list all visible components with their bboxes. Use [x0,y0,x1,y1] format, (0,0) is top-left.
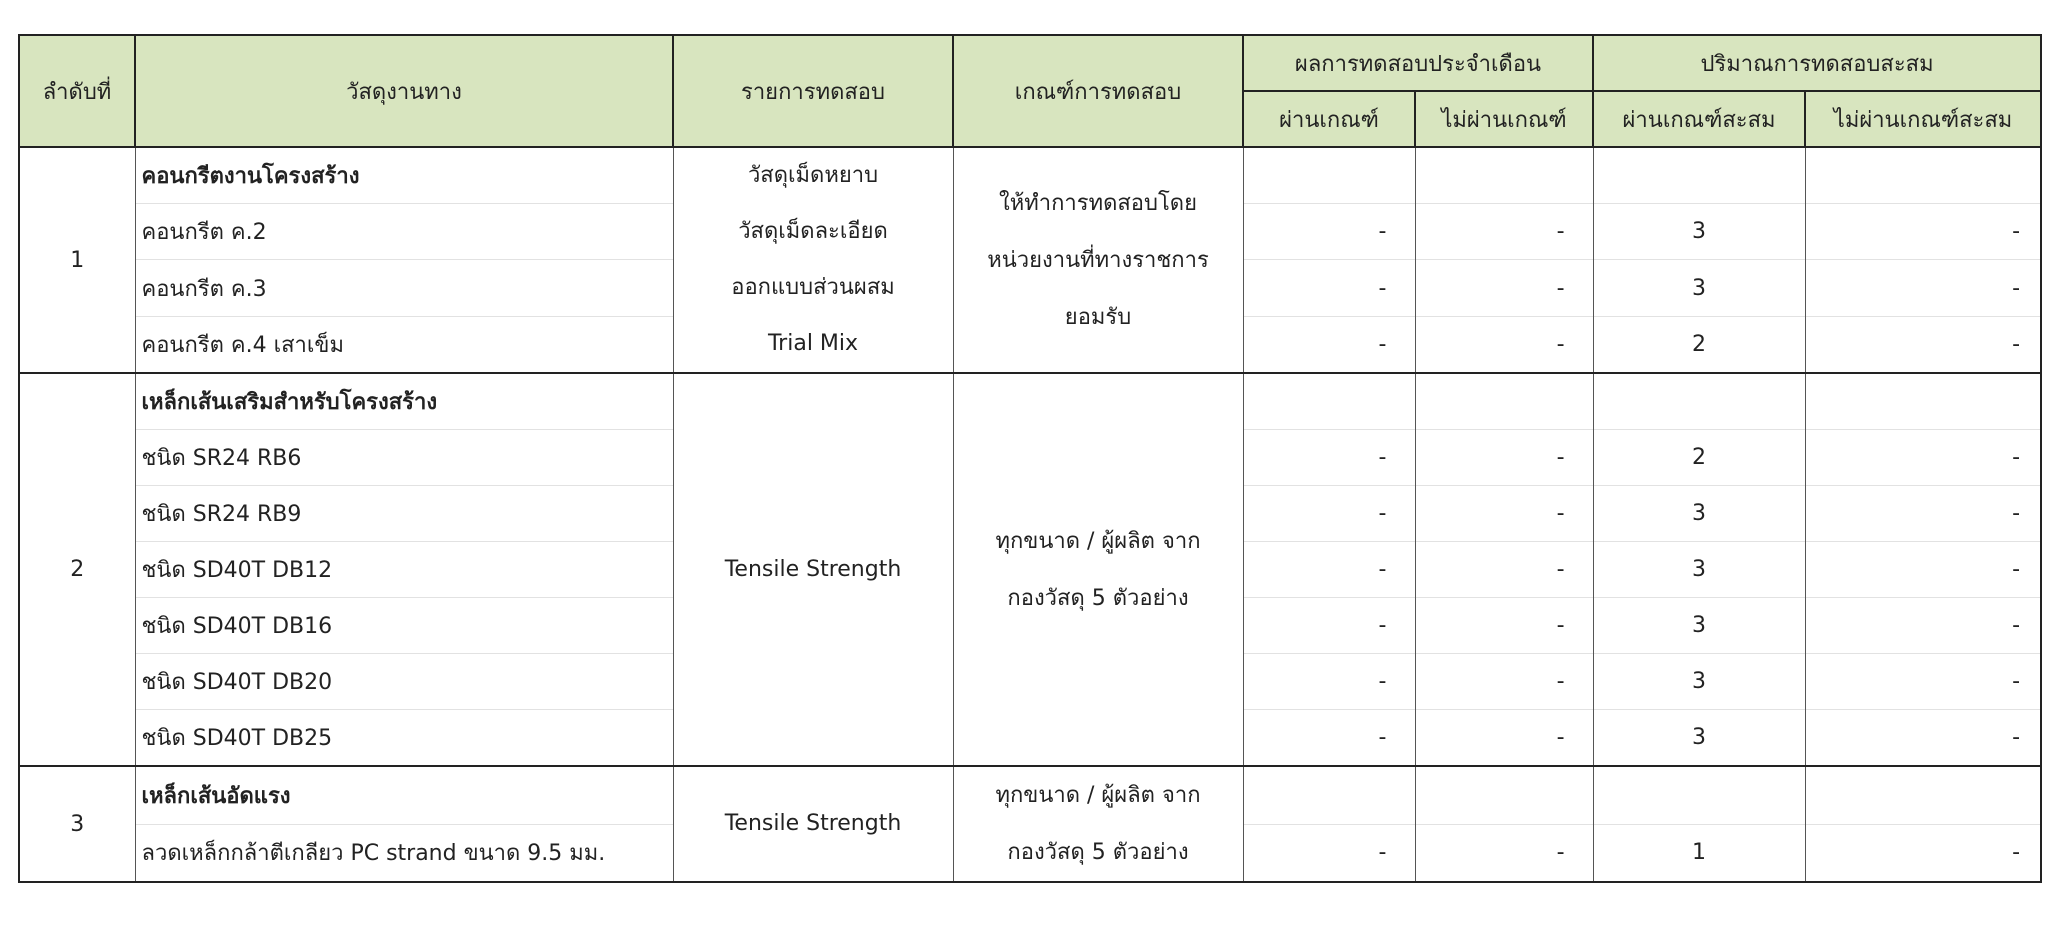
fail-cumulative-value: - [1805,654,2041,710]
pass-value: - [1243,654,1415,710]
fail-value: - [1415,598,1593,654]
table-body [19,147,2041,882]
material-name: ชนิด SR24 RB9 [135,486,673,542]
fail-cumulative-value: - [1805,204,2041,260]
material-group-title: เหล็กเส้นเสริมสำหรับโครงสร้าง [135,373,673,430]
row-number: 1 [19,147,135,373]
empty-cell [1805,766,2041,824]
test-item-line: วัสดุเม็ดละเอียด [738,219,888,244]
criteria-cell [953,766,1243,882]
row-number: 3 [19,766,135,882]
empty-cell [1243,147,1415,204]
criteria-line: ยอมรับ [1064,304,1132,330]
pass-value: - [1243,260,1415,316]
test-item-line: วัสดุเม็ดหยาบ [747,163,879,188]
fail-cumulative-value: - [1805,316,2041,373]
header-no: ลำดับที่ [19,35,135,147]
test-item-line: ออกแบบส่วนผสม [731,275,895,300]
group-header-row [19,147,2041,204]
pass-value: - [1243,316,1415,373]
material-name: ชนิด SD40T DB16 [135,598,673,654]
empty-cell [1243,766,1415,824]
empty-cell [1593,147,1805,204]
criteria-cell [953,373,1243,766]
pass-cumulative-value: 3 [1593,710,1805,767]
fail-value: - [1415,486,1593,542]
pass-cumulative-value: 2 [1593,430,1805,486]
test-item-line: Tensile Strength [724,811,902,836]
empty-cell [1593,766,1805,824]
pass-cumulative-value: 3 [1593,654,1805,710]
test-results-table [18,34,2042,883]
pass-value: - [1243,542,1415,598]
criteria-cell [953,147,1243,373]
material-name: คอนกรีต ค.3 [135,260,673,316]
header-cumulative: ปริมาณการทดสอบสะสม [1593,35,2041,91]
fail-value: - [1415,430,1593,486]
pass-cumulative-value: 2 [1593,316,1805,373]
header-pass: ผ่านเกณฑ์ [1243,91,1415,147]
group-header-row [19,373,2041,430]
fail-value: - [1415,710,1593,767]
pass-cumulative-value: 3 [1593,542,1805,598]
pass-cumulative-value: 3 [1593,486,1805,542]
material-name: ลวดเหล็กกล้าตีเกลียว PC strand ขนาด 9.5 มม. [135,824,673,882]
fail-value: - [1415,316,1593,373]
material-name: ชนิด SR24 RB6 [135,430,673,486]
table-header [19,35,2041,147]
header-pass-cumulative: ผ่านเกณฑ์สะสม [1593,91,1805,147]
test-item-cell [673,766,953,882]
pass-value: - [1243,824,1415,882]
test-item-cell [673,147,953,373]
material-name: คอนกรีต ค.2 [135,204,673,260]
header-criteria: เกณฑ์การทดสอบ [953,35,1243,147]
pass-cumulative-value: 3 [1593,260,1805,316]
empty-cell [1415,373,1593,430]
pass-cumulative-value: 3 [1593,598,1805,654]
test-item-line: Tensile Strength [724,556,902,582]
empty-cell [1415,147,1593,204]
pass-value: - [1243,486,1415,542]
criteria-line: ทุกขนาด / ผู้ผลิต จาก [995,528,1201,554]
header-fail-cumulative: ไม่ผ่านเกณฑ์สะสม [1805,91,2041,147]
criteria-line: ทุกขนาด / ผู้ผลิต จาก [995,783,1201,808]
group-header-row [19,766,2041,824]
criteria-line: ให้ทำการทดสอบโดย [999,190,1197,216]
fail-value: - [1415,260,1593,316]
fail-value: - [1415,542,1593,598]
empty-cell [1805,147,2041,204]
fail-cumulative-value: - [1805,542,2041,598]
pass-cumulative-value: 3 [1593,204,1805,260]
pass-value: - [1243,430,1415,486]
pass-value: - [1243,598,1415,654]
pass-value: - [1243,710,1415,767]
empty-cell [1805,373,2041,430]
material-group-title: เหล็กเส้นอัดแรง [135,766,673,824]
material-group-title: คอนกรีตงานโครงสร้าง [135,147,673,204]
header-test-item: รายการทดสอบ [673,35,953,147]
fail-value: - [1415,824,1593,882]
pass-cumulative-value: 1 [1593,824,1805,882]
fail-cumulative-value: - [1805,430,2041,486]
fail-cumulative-value: - [1805,486,2041,542]
empty-cell [1243,373,1415,430]
fail-cumulative-value: - [1805,260,2041,316]
fail-value: - [1415,204,1593,260]
material-name: ชนิด SD40T DB25 [135,710,673,767]
criteria-line: กองวัสดุ 5 ตัวอย่าง [1007,840,1189,865]
material-name: คอนกรีต ค.4 เสาเข็ม [135,316,673,373]
fail-cumulative-value: - [1805,598,2041,654]
material-name: ชนิด SD40T DB20 [135,654,673,710]
row-number: 2 [19,373,135,766]
criteria-line: กองวัสดุ 5 ตัวอย่าง [1007,585,1189,611]
fail-cumulative-value: - [1805,710,2041,767]
test-item-cell [673,373,953,766]
header-fail: ไม่ผ่านเกณฑ์ [1415,91,1593,147]
pass-value: - [1243,204,1415,260]
empty-cell [1593,373,1805,430]
fail-value: - [1415,654,1593,710]
test-item-line: Trial Mix [767,331,859,356]
criteria-line: หน่วยงานที่ทางราชการ [987,247,1209,273]
header-material: วัสดุงานทาง [135,35,673,147]
material-name: ชนิด SD40T DB12 [135,542,673,598]
empty-cell [1415,766,1593,824]
fail-cumulative-value: - [1805,824,2041,882]
header-monthly-results: ผลการทดสอบประจำเดือน [1243,35,1593,91]
